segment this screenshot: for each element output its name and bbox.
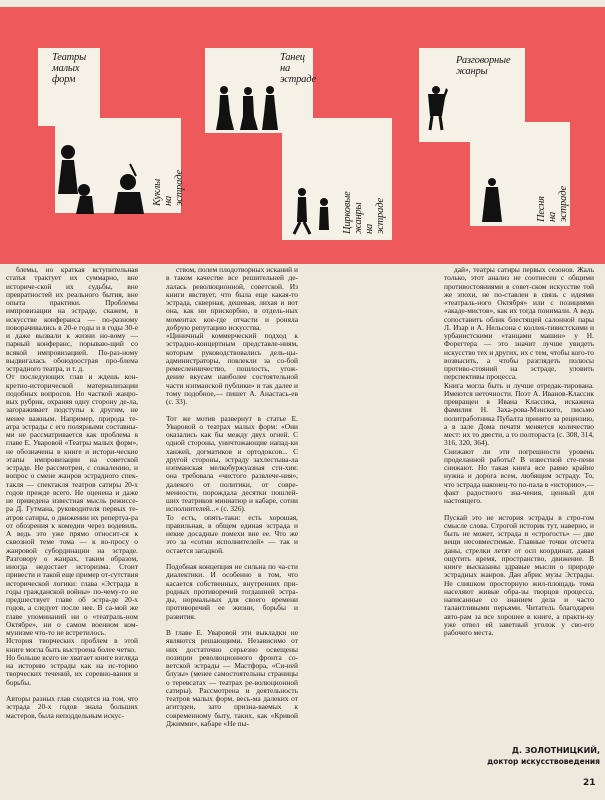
header-puppets: Куклы на эстраде [152,170,185,206]
text-column-3-main: дай», театры сатиры первых сезонов. Жаль только, этот анализ не соотнесен с общими противостояниями в совет-ском искусстве той же эпохи, не по-ставлен в связь с идеями «театраль-ного Октября» или с позициями «акаде-мистов», как их тогда понимали. А ведь сопоставить облик блестящей салонной пары Л. Изар и А. Нельсона с коллек-тивистскими и урбанистскими «танцами машин» у Н. Форегтера — это значит лучше увидеть искусство тех и других, их с тем, чтобы кого-то возвысить, а чтобы разглядеть полюсы противо-стояний на эстраде, уловить перспективы процесса. Книга могла быть и лучше отредак-тирована. Имеются неточности. Поэт А. Иванов-Классик превращен в Ивана Классика, искажена фамилия Н. Заха-рова-Мэнского, письмо политработника Пубалта принято за рецензию, а в зале Дома печати меняется количество мест: их то двести, а то полтораста (с. 308, 314, 316, 320, 364). Снижают ли эти погрешности уровень проделанной работы? В известной сте-пени снижают. Но такая книга все равно крайне нужна и дорога всем, любящим эстраду. То, что эстрада наконец-то по-пала в «историю»,— факт радостного зна-чения, ценный для настоящего. Пускай это не история эстрады в стро-гом смысле слова. Строгой историк тут, наверно, и быть не может, эстрада и «строгость» — две вещи несовместимые. Главные точки отсчета даны, стрелки летят от осп координат, давая ощутить время, пространство, движение. В книге высказаны здравые мысли о природе эстрадных жанров. Дан абрис музы Эстрады. Не слишком просторную жил-площадь тома населяют живые обра-зы творцов процесса, написанные со знанием дела и часто талантливыми перьями. Читатель благодарен авто-рам за все хорошее в книге, а практи-ку уже отвел ей заветный уголок у сво-его рабочего места. [444,266,594,637]
circus-silhouettes-illustration [288,186,338,236]
puppet-silhouettes-illustration [56,124,151,216]
header-song: Песня на эстраде [536,186,569,222]
dancer-silhouettes-illustration [212,84,282,132]
header-dance: Танец на эстраде [280,52,316,85]
singer-silhouette-illustration [480,176,504,224]
speaker-silhouette-illustration [424,84,450,132]
header-speech: Разговорные жанры [456,55,511,77]
text-column-3 [302,266,436,282]
author-signature [470,746,600,766]
header-small-forms: Театры малых форм [52,52,86,85]
text-column-1: блемы, но краткая вступительная статья трактует их суммарно, вне историче-ской их судьбы, вне превратностей их реального бытия, вне опыта практики. Проблемы импровизации на эстраде, скажем, в искусстве конферанса — по-разному поворачивались в 20-е годы и в годы 30-е и даже вызвали к жизни но-вому — парный конферанс, порываю-щий со всякой импровизацией. По-раз-ному выдвигалась обоюдоострая про-блема эстрадного театра, и т. д. От последующих глав и ждешь кон-кретно-исторической материализации подобных вопросов. Но часткой жанро-вых рубрик, охраняя одну сторону де-ла, загораживает подступы к другим, не менее важным. Например, природа те-атра эстрады с его полярными составны-ми не рассматривается как проблема в главе Е. Уваровой «Театры малых форм», не обозначены в книге и истори-ческие этапы импровизации на советской эстраде. Не рассмотрен, с сожалению, и вопрос о смене жанров эстрадного спек-такля — спектакля театров сатиры 20-х годов прежде всего. Не оценена и даже не приведена известная мысль режиссе-ра Д. Гутмана, руководителя первых те-атров сатиры, о движении их репертуа-ра от обозрения к комедии через водевиль. А ведь это уже прямо относит-ся к сквозной теме тома — к во-просу о жанровой субординации на эстраде. Разговору о жанрах, таким образом, иногда недостает историзма. Стоит привести и такой еще пример от-сутствия исторической логики: глава «Эстрада в годы гражданской войны» по-чему-то не предшествует главе об эстра-де 20-х годов, а следует после нее. В са-мой же главе упоминаний ни о «театраль-ном Октябре», ни о самом военном ком-мунизме что-то не встретилось. История творческих проблем в этой книге могла быть выстроена более четко. Но больше всего не хватает книге взгляда на историю эстрады как на ис-торию творческих течений, их соревно-вания и борьбы. Авторы разных глав сходятся на том, что эстрада 20-х годов знала больших мастеров, была неподдельным искус- [6,266,138,720]
author-name: Д. ЗОЛОТНИЦКИЙ, [511,746,600,755]
text-column-2: ством, полем плодотворных исканий и в таком качестве все решительней де-лалась революционной, советской. Из книги явствует, что была еще какая-то эстрада, скверная, дешевая, лихая и вот она, как ни прискорбно, в отдель-ных моментах кое-где отчасти и роняла добрую репутацию искусства. «Циничный коммерческий подход к эстрадно-концертным представле-ниям, которым руководствовались дель-цы-администраторы, повлекли за со-бой ремесленничество, пошлость, угож-дение вкусам наиболее состоятельной части нэпманской публики» и так далее и тому подобное,— пишет А. Анастась-ев (с. 33). Тот же мотив развернут в статье Е. Уваровой о театрах малых форм: «Они оказались как бы между двух огней. С одной стороны, уничтожающие напад-ки ханжей, догматиков и ортодоксов... С другой стороны, эстраду захлестыва-ла нэпманская мелкобуржуазная сти-хия: она требовала «чистого развлече-ния», далекого от политики, от совре-менности, порождала десятки пошлей-ших театриков миниатюр и кабаре, сотни исполнителей...» (с. 326). То есть, опять-таки: есть хорошая, правильная, в общем единая эстрада и некие досадные помехи вне ее. Что же это за «сотни исполнителей» — так и остается загадкой. Подобная концепция не сильна по ча-сти диалектики. И особенно в том, что касается собственных, внутренних при-родных противоречий тогдашней эстра-ды, нормальных для своего времени противоречий ее жизни, борьбы и развития. В главе Е. Уваровой эти выкладки не являются решающими. Независимо от них достаточно серьезно освещены позиции революционного фронта со-ветской эстрады — Мастфора, «Си-ней блузы» (менее самостоятельны страницы о теревсатах — театрах ре-волюционной сатиры). Рассмотрена и деятельность театров малых форм, весь-ма далеких от агитэдеи, зато призна-ваемых к современному быту, таких, как «Кривой Джимми», кабаре «Не пы- [166,266,298,728]
author-title: доктор искусствоведения [487,757,600,766]
header-circus: Цирковые жанры на эстраде [342,191,386,234]
page-number: 21 [583,778,596,788]
